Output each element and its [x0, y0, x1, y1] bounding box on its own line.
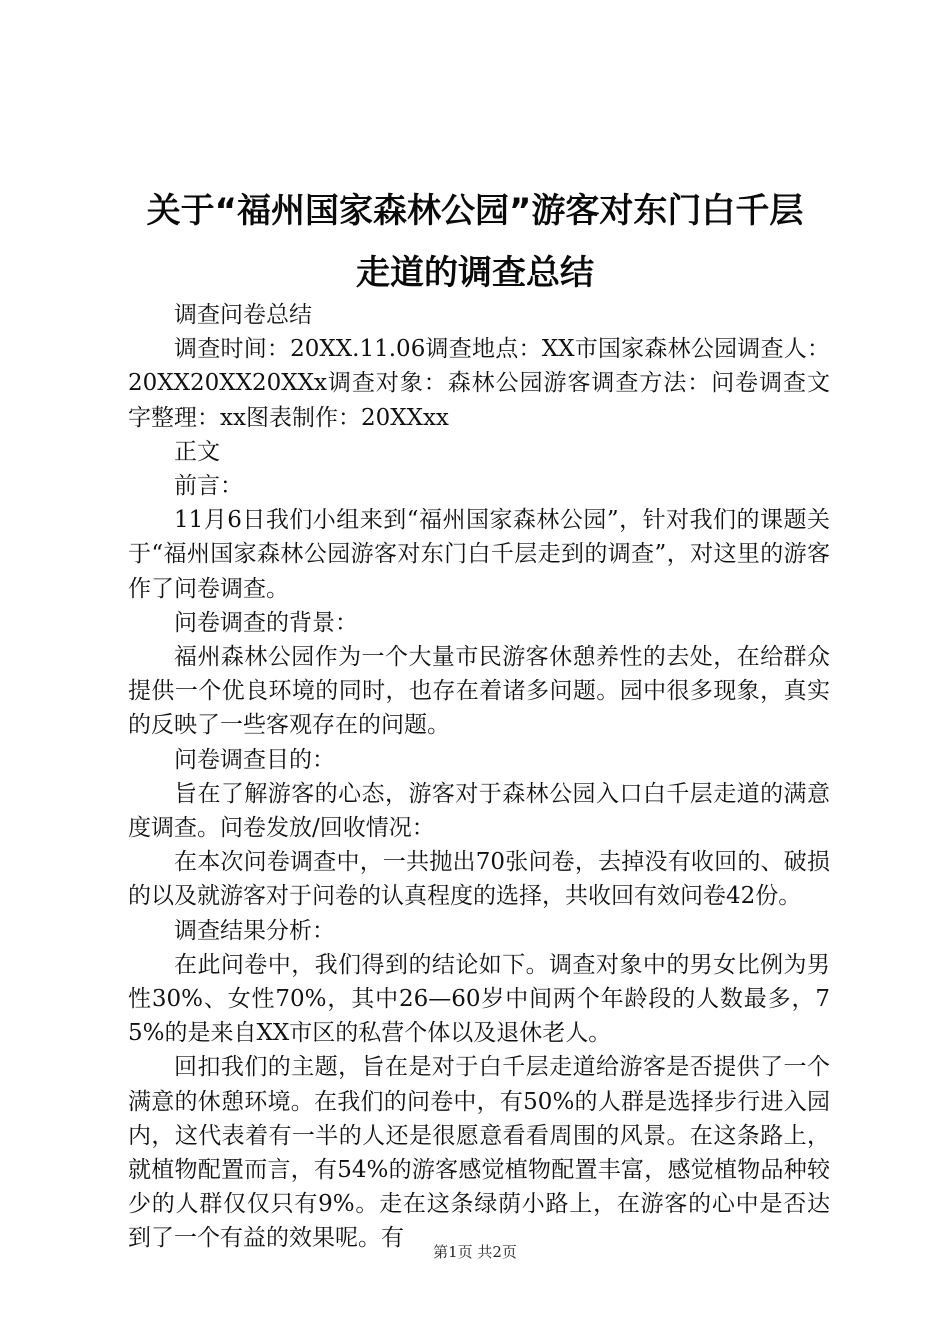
paragraph-heading-summary: 调查问卷总结: [174, 302, 312, 328]
paragraph-analysis-2: 回扣我们的主题，旨在是对于白千层走道给游客是否提供了一个满意的休憩环境。在我们的问卷中，有50%的人群是选择步行进入园内，这代表着有一半的人还是很愿意看看周围的风景。在这条路上，就植物配置而言，有54%的游客感觉植物配置丰富，感觉植物品种较少的人群仅仅只有9%。走在这条绿荫小路上，在游客的心中是否达到了一个有益的效果呢。有: [128, 1054, 830, 1252]
paragraph-heading-background: 问卷调查的背景：: [174, 609, 358, 636]
paragraph-background: 福州森林公园作为一个大量市民游客休憩养性的去处，在给群众提供一个优良环境的同时，也存在着诸多问题。园中很多现象，真实的反映了一些客观存在的问题。: [128, 644, 830, 739]
paragraph-purpose: 旨在了解游客的心态，游客对于森林公园入口白千层走道的满意度调查。问卷发放/回收情况：: [128, 780, 830, 842]
page-footer: [0, 1242, 950, 1262]
page-number: 第1页 共2页: [433, 1243, 517, 1261]
paragraph-distribution: 在本次问卷调查中，一共抛出70张问卷，去掉没有收回的、破损的以及就游客对于问卷的认真程度的选择，共收回有效问卷42份。: [128, 849, 830, 910]
paragraph-heading-analysis: 调查结果分析：: [174, 917, 335, 944]
title-line-2: 走道的调查总结: [356, 253, 594, 293]
paragraph-preface: 11月6日我们小组来到“福州国家森林公园”，针对我们的课题关于“福州国家森林公园游客对东门白千层走到的调查”，对这里的游客作了问卷调查。: [128, 507, 830, 602]
paragraph-heading-purpose: 问卷调查目的：: [174, 746, 335, 773]
paragraph-analysis-1: 在此问卷中，我们得到的结论如下。调查对象中的男女比例为男性30%、女性70%，其中26—60岁中间两个年龄段的人数最多，75%的是来自XX市区的私营个体以及退休老人。: [128, 951, 830, 1047]
paragraph-survey-info: 调查时间：20XX.11.06调查地点：XX市国家森林公园调查人：20XX20XX20XXx调查对象：森林公园游客调查方法：问卷调查文字整理：xx图表制作：20XXxx: [128, 336, 830, 431]
title-line-1: 关于“福州国家森林公园”游客对东门白千层: [146, 191, 804, 231]
paragraph-heading-preface: 前言：: [174, 473, 243, 500]
document-title: [100, 180, 850, 304]
paragraph-heading-main: 正文: [174, 438, 220, 465]
document-body: [128, 298, 830, 1256]
